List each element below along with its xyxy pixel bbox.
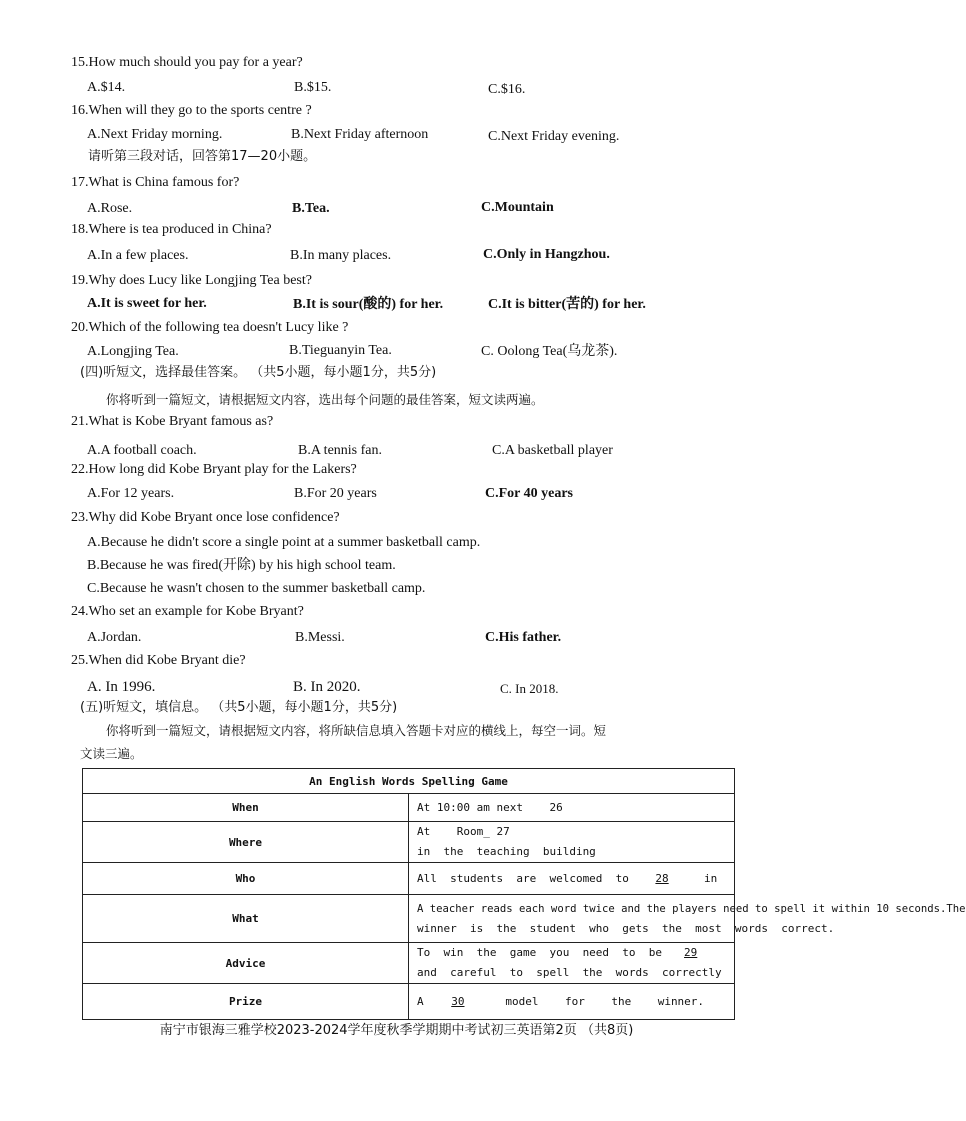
q17-option-a: A.Rose. [87, 201, 133, 216]
spelling-game-table [82, 768, 966, 1020]
q16-option-b: B.Next Friday afternoon [291, 127, 429, 142]
advice-value: To win the game you need to be 29 and careful to spell the words correctly [409, 943, 735, 984]
where-label: Where [83, 822, 409, 863]
q19-option-a: A.It is sweet for her. [87, 296, 207, 311]
blank-28: 28 [655, 871, 669, 885]
question-19: 19.Why does Lucy like Longjing Tea best? [71, 273, 312, 288]
question-17: 17.What is China famous for? [71, 175, 240, 190]
what-label: What [83, 895, 409, 943]
question-24: 24.Who set an example for Kobe Bryant? [71, 604, 304, 619]
blank-26: 26 [549, 800, 563, 814]
q24-option-b: B.Messi. [295, 630, 345, 645]
advice-label: Advice [83, 943, 409, 984]
prize-value: A 30 model for the winner. [409, 984, 735, 1020]
section-4-title: (四)听短文，选择最佳答案。 （共5小题，每小题1分，共5分) [80, 365, 437, 380]
who-value: All students are welcomed to 28 in [409, 863, 735, 895]
where-value: At Room_ 27 in the teaching building [409, 822, 735, 863]
question-16: 16.When will they go to the sports centre ? [71, 103, 312, 118]
q21-option-c: C.A basketball player [492, 443, 613, 458]
question-23: 23.Why did Kobe Bryant once lose confidence? [71, 510, 340, 525]
blank-29: 29 [684, 946, 698, 959]
q19-option-b: B.It is sour(酸的) for her. [293, 297, 444, 312]
q23-option-a: A.Because he didn't score a single point at a summer basketball camp. [87, 535, 481, 550]
q15-option-a: A.$14. [87, 80, 126, 95]
q18-option-b: B.In many places. [290, 248, 392, 263]
q23-option-b: B.Because he was fired(开除) by his high school team. [87, 558, 396, 573]
question-18: 18.Where is tea produced in China? [71, 222, 272, 237]
question-21: 21.What is Kobe Bryant famous as? [71, 414, 274, 429]
q19-option-c: C.It is bitter(苦的) for her. [488, 297, 646, 312]
q25-option-b: B. In 2020. [293, 679, 361, 695]
q24-option-c: C.His father. [485, 630, 562, 645]
q15-option-b: B.$15. [294, 80, 332, 95]
question-25: 25.When did Kobe Bryant die? [71, 653, 246, 668]
q17-option-c: C.Mountain [481, 200, 554, 215]
when-value: At 10:00 am next 26 [409, 794, 735, 822]
q22-option-c: C.For 40 years [485, 486, 573, 501]
q25-option-a: A. In 1996. [87, 679, 156, 695]
q18-option-c: C.Only in Hangzhou. [483, 247, 610, 262]
table-title: An English Words Spelling Game [83, 769, 735, 794]
q22-option-b: B.For 20 years [294, 486, 377, 501]
q20-option-b: B.Tieguanyin Tea. [289, 343, 392, 358]
q16-option-c: C.Next Friday evening. [488, 129, 620, 144]
q25-option-c: C. In 2018. [500, 681, 559, 696]
page-footer: 南宁市银海三雅学校2023-2024学年度秋季学期期中考试初三英语第2页 （共8页) [159, 1023, 634, 1038]
q24-option-a: A.Jordan. [87, 630, 142, 645]
q20-option-c: C. Oolong Tea(乌龙茶). [481, 344, 618, 359]
blank-30: 30 [451, 994, 465, 1008]
q17-option-b: B.Tea. [292, 201, 330, 216]
question-15: 15.How much should you pay for a year? [71, 55, 303, 70]
when-label: When [83, 794, 409, 822]
prize-label: Prize [83, 984, 409, 1020]
question-22: 22.How long did Kobe Bryant play for the Lakers? [71, 462, 357, 477]
who-label: Who [83, 863, 409, 895]
section-5-title: (五)听短文，填信息。 （共5小题，每小题1分，共5分) [80, 700, 398, 715]
q23-option-c: C.Because he wasn't chosen to the summer basketball camp. [87, 581, 426, 596]
question-20: 20.Which of the following tea doesn't Lucy like ? [71, 320, 349, 335]
q18-option-a: A.In a few places. [87, 248, 189, 263]
section-5-instruction-line1: 你将听到一篇短文，请根据短文内容，将所缺信息填入答题卡对应的横线上，每空一词。短 [106, 723, 607, 738]
section-5-instruction-line2: 文读三遍。 [80, 746, 143, 761]
q21-option-b: B.A tennis fan. [298, 443, 382, 458]
dialog-3-instruction: 请听第三段对话，回答第17—20小题。 [88, 149, 317, 164]
section-4-instruction: 你将听到一篇短文，请根据短文内容，选出每个问题的最佳答案，短文读两遍。 [106, 392, 544, 407]
what-value: A teacher reads each word twice and the players need to spell it within 10 seconds.The winner is the student who gets the most words correct. [409, 895, 735, 943]
q16-option-a: A.Next Friday morning. [87, 127, 223, 142]
q21-option-a: A.A football coach. [87, 443, 197, 458]
q22-option-a: A.For 12 years. [87, 486, 175, 501]
blank-27: 27 [496, 825, 510, 838]
q20-option-a: A.Longjing Tea. [87, 344, 179, 359]
q15-option-c: C.$16. [488, 82, 526, 97]
